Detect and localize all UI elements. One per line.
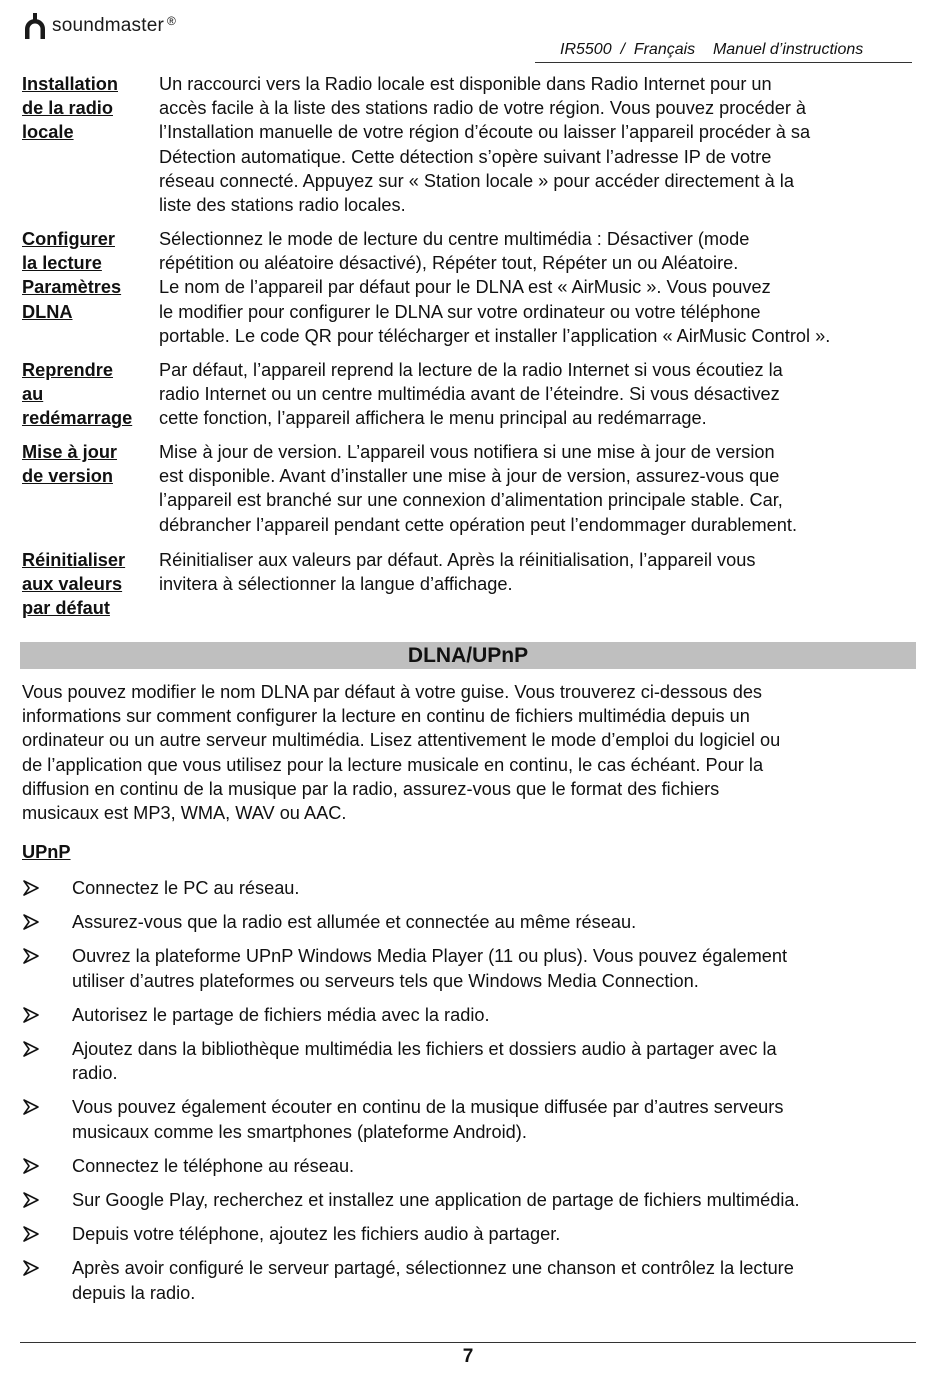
intro-paragraph: Vous pouvez modifier le nom DLNA par défaut à votre guise. Vous trouverez ci-dessous des informations sur comment configurer la lecture en continu de fichiers multimédia depuis un ordinateur ou un autre serveur multimédia. Lisez attentivement le mode d’emploi du logiciel ou de l’application que vous utilisez pour la lecture musicale en continu, le cas échéant. Pour la diffusion en continu de la musique par la radio, assurez-vous que le format des fichiers musicaux est MP3, WMA, WAV ou AAC. xyxy=(22,682,781,824)
setting-term: Reprendre au redémarrage xyxy=(22,360,133,429)
list-item-text: Ajoutez dans la bibliothèque multimédia les fichiers et dossiers audio à partager avec la radio. xyxy=(72,1039,777,1084)
setting-term: Installation de la radio locale xyxy=(22,74,118,143)
page-number: 7 xyxy=(462,1346,474,1367)
list-item-text: Assurez-vous que la radio est allumée et connectée au même réseau. xyxy=(72,912,637,933)
setting-description: Mise à jour de version. L’appareil vous notifiera si une mise à jour de version est disponible. Avant d’installer une mise à jour de version, assurez-vous que l’appareil est branché sur une connexion d’alimentation principale stable. Car, débrancher l’appareil pendant cette opération peut l’endommager durablement. xyxy=(159,442,797,535)
setting-local-radio xyxy=(22,72,934,217)
list-item xyxy=(22,1154,922,1178)
registered-mark: ® xyxy=(167,14,176,28)
setting-factory-reset xyxy=(22,548,934,619)
list-item xyxy=(22,1188,922,1212)
list-item-text: Depuis votre téléphone, ajoutez les fichiers audio à partager. xyxy=(72,1224,561,1245)
setting-resume-on-restart xyxy=(22,358,934,431)
list-item-text: Après avoir configuré le serveur partagé, sélectionnez une chanson et contrôlez la lecture depuis la radio. xyxy=(72,1258,794,1303)
list-item xyxy=(22,910,922,934)
footer-divider xyxy=(20,1342,916,1343)
arrowhead-bullet-icon xyxy=(22,1256,42,1280)
list-item-text: Connectez le téléphone au réseau. xyxy=(72,1155,355,1176)
header-divider xyxy=(535,62,912,63)
list-item xyxy=(22,876,922,900)
list-item-text: Ouvrez la plateforme UPnP Windows Media Player (11 ou plus). Vous pouvez également utiliser d’autres plateformes ou serveurs tels que Windows Media Connection. xyxy=(72,946,788,991)
list-item-text: Sur Google Play, recherchez et installez une application de partage de fichiers multimédia. xyxy=(72,1190,800,1211)
arrowhead-bullet-icon xyxy=(22,876,42,900)
list-item xyxy=(22,1003,922,1027)
section-title: DLNA/UPnP xyxy=(20,642,916,669)
setting-term: Configurer la lecture Paramètres DLNA xyxy=(22,229,122,322)
setting-description: Sélectionnez le mode de lecture du centre multimédia : Désactiver (mode répétition ou aléatoire désactivé), Répéter tout, Répéter un ou Aléatoire. Le nom de l’appareil par défaut pour le DLNA est « AirMusic ». Vous pouvez le modifier pour configurer le DLNA sur votre ordinateur ou votre téléphone portable. Le code QR pour télécharger et installer l’application « AirMusic Control ». xyxy=(159,229,831,346)
list-item xyxy=(22,1037,922,1085)
arrowhead-bullet-icon xyxy=(22,1095,42,1119)
list-item-text: Autorisez le partage de fichiers média avec la radio. xyxy=(72,1004,490,1025)
list-item xyxy=(22,1222,922,1246)
subheading-upnp: UPnP xyxy=(22,842,71,862)
setting-description: Réinitialiser aux valeurs par défaut. Après la réinitialisation, l’appareil vous invitera à sélectionner la langue d’affichage. xyxy=(159,550,756,595)
arrowhead-bullet-icon xyxy=(22,1037,42,1061)
list-item xyxy=(22,1256,922,1304)
brand-header xyxy=(22,10,176,42)
arrowhead-bullet-icon xyxy=(22,910,42,934)
setting-description: Un raccourci vers la Radio locale est disponible dans Radio Internet pour un accès facile à la liste des stations radio de votre région. Vous pouvez procéder à l’Installation manuelle de votre région d’écoute ou laisser l’appareil procéder à sa Détection automatique. Cette détection s’opère suivant l’adresse IP de votre réseau connecté. Appuyez sur « Station locale » pour accéder directement à la liste des stations radio locales. xyxy=(159,74,811,216)
list-item-text: Vous pouvez également écouter en continu de la musique diffusée par d’autres serveurs musicaux comme les smartphones (plateforme Android). xyxy=(72,1097,784,1142)
setting-description: Par défaut, l’appareil reprend la lecture de la radio Internet si vous écoutiez la radio Internet ou un centre multimédia avant de l’éteindre. Si vous désactivez cette fonction, l’appareil affichera le menu principal au redémarrage. xyxy=(159,360,783,429)
arrowhead-bullet-icon xyxy=(22,1154,42,1178)
arrowhead-bullet-icon xyxy=(22,944,42,968)
arrowhead-bullet-icon xyxy=(22,1222,42,1246)
upnp-steps-list xyxy=(22,876,922,1305)
setting-term: Réinitialiser aux valeurs par défaut xyxy=(22,550,126,619)
setting-playback-dlna xyxy=(22,227,934,348)
setting-software-update xyxy=(22,440,934,537)
brand-name: soundmaster xyxy=(52,15,165,36)
soundmaster-logo-icon xyxy=(22,12,48,40)
list-item xyxy=(22,944,922,992)
list-item-text: Connectez le PC au réseau. xyxy=(72,878,300,898)
document-meta: IR5500 / Français Manuel d’instructions xyxy=(560,41,864,58)
arrowhead-bullet-icon xyxy=(22,1003,42,1027)
list-item xyxy=(22,1095,922,1143)
setting-term: Mise à jour de version xyxy=(22,442,118,487)
arrowhead-bullet-icon xyxy=(22,1188,42,1212)
